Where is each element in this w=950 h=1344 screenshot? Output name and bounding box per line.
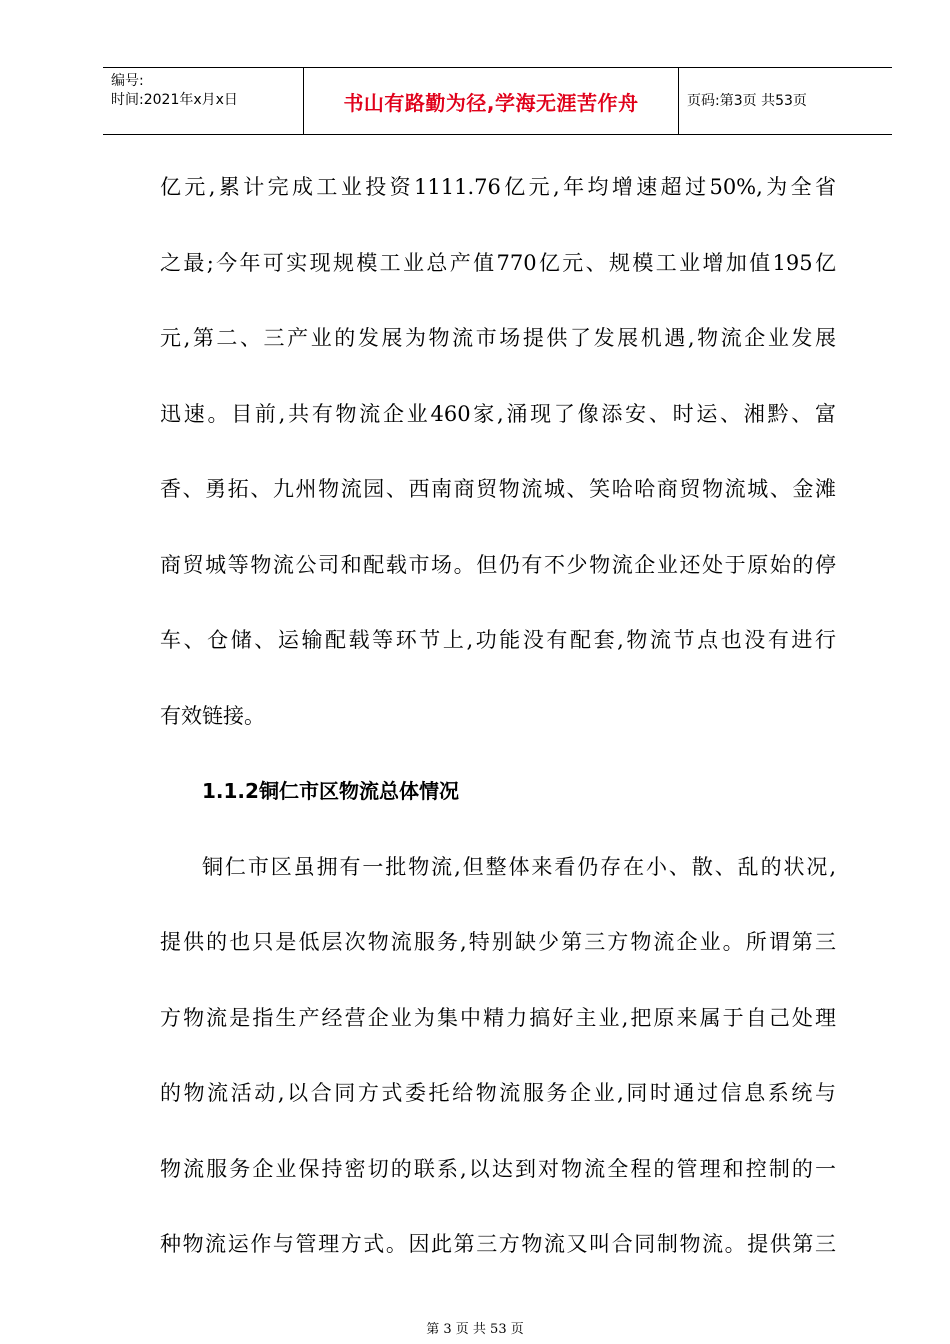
body-line: 物流服务企业保持密切的联系,以达到对物流全程的管理和控制的一 bbox=[160, 1156, 836, 1181]
page-header bbox=[103, 67, 892, 135]
body-line: 元,第二、三产业的发展为物流市场提供了发展机遇,物流企业发展 bbox=[160, 326, 836, 350]
body-line: 之最;今年可实现规模工业总产值770亿元、规模工业增加值195亿 bbox=[160, 250, 836, 275]
header-page-code: 页码:第3页 共53页 bbox=[687, 93, 807, 109]
body-line: 香、勇拓、九州物流园、西南商贸物流城、笑哈哈商贸物流城、金滩 bbox=[160, 477, 836, 501]
document-time-label: 时间:2021年x月x日 bbox=[111, 92, 238, 108]
document-body bbox=[160, 163, 836, 1296]
header-left-cell bbox=[103, 68, 303, 134]
header-middle-cell bbox=[303, 68, 679, 134]
body-line: 方物流是指生产经营企业为集中精力搞好主业,把原来属于自己处理 bbox=[160, 1005, 836, 1030]
body-line: 商贸城等物流公司和配载市场。但仍有不少物流企业还处于原始的停 bbox=[160, 552, 836, 577]
body-line: 的物流活动,以合同方式委托给物流服务企业,同时通过信息系统与 bbox=[160, 1081, 836, 1105]
body-line: 车、仓储、运输配载等环节上,功能没有配套,物流节点也没有进行 bbox=[160, 628, 836, 652]
body-line: 铜仁市区虽拥有一批物流,但整体来看仍存在小、散、乱的状况, bbox=[202, 854, 836, 879]
body-line: 亿元,累计完成工业投资1111.76亿元,年均增速超过50%,为全省 bbox=[160, 175, 836, 199]
body-line: 有效链接。 bbox=[160, 703, 265, 728]
body-line: 种物流运作与管理方式。因此第三方物流又叫合同制物流。提供第三 bbox=[160, 1232, 836, 1256]
body-line: 迅速。目前,共有物流企业460家,涌现了像添安、时运、湘黔、富 bbox=[160, 401, 836, 426]
header-motto: 书山有路勤为径,学海无涯苦作舟 bbox=[343, 90, 639, 115]
document-number-label: 编号: bbox=[111, 73, 144, 89]
section-heading: 1.1.2铜仁市区物流总体情况 bbox=[202, 779, 459, 803]
header-right-cell bbox=[679, 68, 892, 134]
body-line: 提供的也只是低层次物流服务,特别缺少第三方物流企业。所谓第三 bbox=[160, 930, 836, 954]
page-footer: 第 3 页 共 53 页 bbox=[426, 1322, 524, 1337]
